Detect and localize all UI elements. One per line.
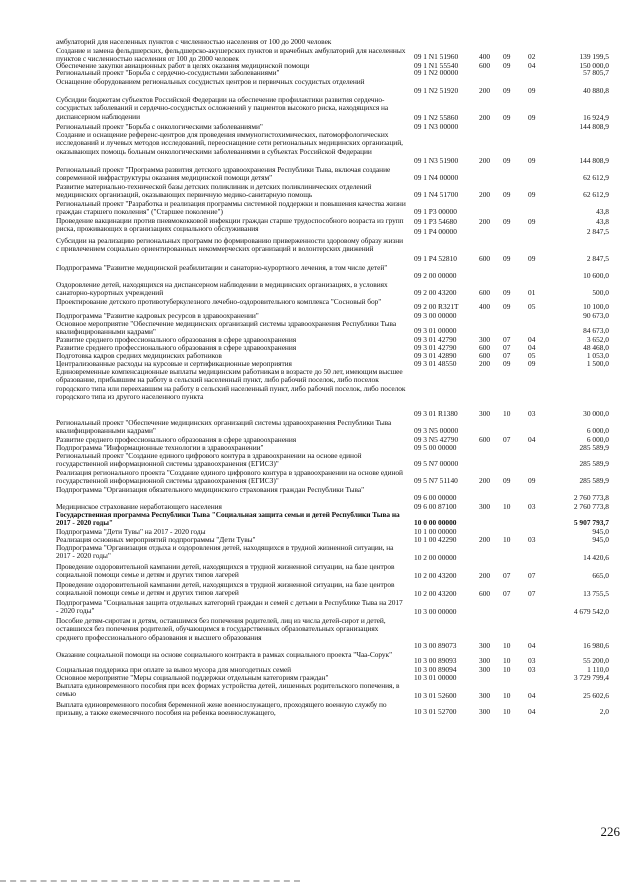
row-amount: 43,8 xyxy=(596,217,609,226)
row-target-code: 09 2 00 43200 xyxy=(414,288,457,297)
row-expense-type: 300 xyxy=(479,665,491,674)
row-amount: 62 612,9 xyxy=(583,173,609,182)
row-amount: 40 880,8 xyxy=(583,86,609,95)
row-amount: 665,0 xyxy=(592,571,609,580)
row-subsection: 09 xyxy=(528,476,536,485)
row-description: Региональный проект "Обеспечение медицинских организаций системы здравоохранения Республики Тыва квалифицированными кадрами" xyxy=(56,418,392,436)
row-description: Региональный проект "Разработка и реализация программы системной поддержки и повышения качества жизни граждан старшего поколения" ("Старшее поколение") xyxy=(56,199,406,217)
row-target-code: 09 3 01 42790 xyxy=(414,343,457,352)
row-expense-type: 200 xyxy=(479,113,491,122)
row-description: Оздоровление детей, находящихся на диспансерном наблюдении в медицинских организациях, в условиях санаторно-курортных учреждений xyxy=(56,280,388,298)
row-amount: 285 589,9 xyxy=(579,443,609,452)
row-subsection: 07 xyxy=(528,571,536,580)
row-amount: 6 000,0 xyxy=(586,426,609,435)
row-target-code: 09 3 00 00000 xyxy=(414,311,457,320)
row-amount: 150 000,0 xyxy=(579,61,609,70)
row-description: Создание и оснащение референс-центров для проведения иммуногистохимических, патоморфологических исследований и лучевых методов исследований, переоснащение сети региональных медицинских организаций, оказывающих помощь больным онкологическими заболеваниями в субъектах Российской Федерации xyxy=(56,130,403,156)
row-amount: 2 847,5 xyxy=(586,254,609,263)
row-amount: 6 000,0 xyxy=(586,435,609,444)
row-amount: 16 924,9 xyxy=(583,113,609,122)
row-section: 07 xyxy=(503,571,511,580)
row-description: Развитие среднего профессионального образования в сфере здравоохранения xyxy=(56,435,297,444)
row-section: 09 xyxy=(503,52,511,61)
page-number: 226 xyxy=(600,824,620,839)
row-amount: 144 808,9 xyxy=(579,122,609,131)
row-target-code: 09 3 01 00000 xyxy=(414,326,457,335)
row-description: Проведение вакцинации против пневмококковой инфекции граждан старше трудоспособного возраста из групп риска, проживающих в организациях социального обслуживания xyxy=(56,216,404,234)
row-amount: 10 600,0 xyxy=(583,271,609,280)
row-amount: 945,0 xyxy=(592,527,609,536)
row-target-code: 09 5 N7 51140 xyxy=(414,476,458,485)
row-expense-type: 200 xyxy=(479,156,491,165)
row-subsection: 02 xyxy=(528,52,536,61)
row-expense-type: 200 xyxy=(479,535,491,544)
row-section: 07 xyxy=(503,335,511,344)
row-target-code: 09 2 00 R321T xyxy=(414,302,459,311)
row-description: Развитие материально-технической базы детских поликлиник и детских поликлинических отделений медицинских организаций, оказывающих первичную медико-санитарную помощь xyxy=(56,182,372,200)
row-description: Основное мероприятие "Меры социальной поддержки отдельным категориям граждан" xyxy=(56,673,329,682)
row-amount: 57 805,7 xyxy=(583,68,609,77)
row-description: Государственная программа Республики Тыва "Социальная защита семьи и детей Республики Тыва на 2017 - 2020 годы" xyxy=(56,510,400,528)
row-subsection: 04 xyxy=(528,641,536,650)
row-target-code: 10 2 00 43200 xyxy=(414,589,457,598)
row-description: Региональный проект "Программа развития детского здравоохранения Республики Тыва, включая создание современной инфраструктуры оказания медицинской помощи детям" xyxy=(56,165,391,183)
row-section: 10 xyxy=(503,656,511,665)
row-amount: 62 612,9 xyxy=(583,190,609,199)
row-description: Подпрограмма "Организация обязательного медицинского страхования граждан Республики Тыва" xyxy=(56,485,365,494)
row-amount: 25 602,6 xyxy=(583,691,609,700)
row-expense-type: 200 xyxy=(479,86,491,95)
row-subsection: 09 xyxy=(528,113,536,122)
row-section: 10 xyxy=(503,502,511,511)
row-target-code: 09 1 N2 55860 xyxy=(414,113,459,122)
row-expense-type: 300 xyxy=(479,691,491,700)
row-amount: 43,8 xyxy=(596,207,609,216)
row-description: Подпрограмма "Организация отдыха и оздоровления детей, находящихся в трудной жизненной ситуации, на 2017 - 2020 годы" xyxy=(56,543,394,561)
row-subsection: 04 xyxy=(528,435,536,444)
row-description: Основное мероприятие "Обеспечение медицинских организаций системы здравоохранения Республики Тыва квалифицированными кадрами" xyxy=(56,319,397,337)
row-expense-type: 300 xyxy=(479,409,491,418)
row-target-code: 09 1 N4 51700 xyxy=(414,190,459,199)
row-section: 10 xyxy=(503,665,511,674)
row-target-code: 09 3 01 42790 xyxy=(414,335,457,344)
row-description: Пособие детям-сиротам и детям, оставшимся без попечения родителей, лиц из числа детей-сирот и детей, оставшихся без попечения родителей, обучающимся в государственных образовательных организациях среднего профессионального образования и высшего образования xyxy=(56,616,386,642)
row-description: Проектирование детского противотуберкулезного лечебно-оздоровительного комплекса "Сосновый бор" xyxy=(56,297,382,306)
row-amount: 10 100,0 xyxy=(583,302,609,311)
row-description: Развитие среднего профессионального образования в сфере здравоохранения xyxy=(56,343,297,352)
row-description: Реализация регионального проекта "Создание единого цифрового контура в здравоохранении на основе единой государственной информационной системы здравоохранения (ЕГИСЗ)" xyxy=(56,468,403,486)
row-target-code: 10 3 01 52700 xyxy=(414,707,457,716)
row-target-code: 09 5 N7 00000 xyxy=(414,459,459,468)
row-subsection: 04 xyxy=(528,707,536,716)
row-target-code: 09 3 N5 42790 xyxy=(414,435,459,444)
row-amount: 30 000,0 xyxy=(583,409,609,418)
row-section: 07 xyxy=(503,435,511,444)
row-expense-type: 300 xyxy=(479,707,491,716)
row-description: Создание и замена фельдшерских, фельдшерско-акушерских пунктов и врачебных амбулаторий для населенных пунктов с численностью населения от 100 до 2000 человек xyxy=(56,46,406,64)
row-target-code: 09 3 N5 00000 xyxy=(414,426,459,435)
row-target-code: 09 1 N3 51900 xyxy=(414,156,459,165)
row-target-code: 10 3 00 89094 xyxy=(414,665,457,674)
row-subsection: 04 xyxy=(528,335,536,344)
row-expense-type: 200 xyxy=(479,359,491,368)
row-subsection: 09 xyxy=(528,156,536,165)
row-section: 09 xyxy=(503,476,511,485)
row-subsection: 07 xyxy=(528,589,536,598)
row-amount: 1 110,0 xyxy=(587,665,609,674)
row-amount: 144 808,9 xyxy=(579,156,609,165)
row-target-code: 09 1 P4 00000 xyxy=(414,227,457,236)
row-amount: 5 907 793,7 xyxy=(573,518,609,527)
row-description: Выплата единовременного пособия при всех формах устройства детей, лишенных родительского попечения, в семью xyxy=(56,681,400,699)
row-amount: 3 729 799,4 xyxy=(573,673,609,682)
row-subsection: 04 xyxy=(528,343,536,352)
row-subsection: 03 xyxy=(528,665,536,674)
row-description: Реализация основных мероприятий подпрограммы "Дети Тувы" xyxy=(56,535,256,544)
row-expense-type: 600 xyxy=(479,351,491,360)
row-amount: 16 980,6 xyxy=(583,641,609,650)
scan-edge-divider xyxy=(0,880,300,882)
row-target-code: 09 1 N1 51960 xyxy=(414,52,459,61)
row-target-code: 10 3 00 89073 xyxy=(414,641,457,650)
row-amount: 139 199,5 xyxy=(579,52,609,61)
row-section: 09 xyxy=(503,359,511,368)
row-subsection: 03 xyxy=(528,535,536,544)
row-expense-type: 600 xyxy=(479,343,491,352)
row-target-code: 09 1 P3 00000 xyxy=(414,207,457,216)
row-expense-type: 400 xyxy=(479,302,491,311)
row-expense-type: 200 xyxy=(479,217,491,226)
row-amount: 4 679 542,0 xyxy=(573,607,609,616)
row-expense-type: 400 xyxy=(479,52,491,61)
row-section: 07 xyxy=(503,351,511,360)
row-section: 09 xyxy=(503,217,511,226)
row-description: Централизованные расходы на курсовые и сертификационные мероприятия xyxy=(56,359,292,368)
row-subsection: 09 xyxy=(528,86,536,95)
row-subsection: 05 xyxy=(528,302,536,311)
row-section: 09 xyxy=(503,156,511,165)
row-description: амбулаторий для населенных пунктов с численностью населения от 100 до 2000 человек xyxy=(56,37,332,46)
row-amount: 48 468,0 xyxy=(583,343,609,352)
row-expense-type: 300 xyxy=(479,641,491,650)
row-section: 10 xyxy=(503,409,511,418)
row-section: 10 xyxy=(503,641,511,650)
row-target-code: 09 3 01 R1380 xyxy=(414,409,458,418)
row-description: Региональный проект "Создание единого цифрового контура в здравоохранении на основе единой государственной информационной системы здравоохранения (ЕГИСЗ)" xyxy=(56,451,362,469)
row-expense-type: 600 xyxy=(479,435,491,444)
row-section: 10 xyxy=(503,535,511,544)
row-section: 10 xyxy=(503,707,511,716)
row-subsection: 04 xyxy=(528,691,536,700)
row-target-code: 09 3 01 48550 xyxy=(414,359,457,368)
row-expense-type: 200 xyxy=(479,571,491,580)
row-description: Выплата единовременного пособия беременной жене военнослужащего, проходящего военную службу по призыву, а также ежемесячного пособия на ребенка военнослужащего, xyxy=(56,700,387,718)
row-subsection: 05 xyxy=(528,351,536,360)
row-amount: 90 673,0 xyxy=(583,311,609,320)
row-section: 09 xyxy=(503,86,511,95)
row-subsection: 03 xyxy=(528,409,536,418)
row-amount: 285 589,9 xyxy=(579,459,609,468)
row-target-code: 09 2 00 00000 xyxy=(414,271,457,280)
row-target-code: 09 1 P4 52810 xyxy=(414,254,457,263)
row-amount: 1 053,0 xyxy=(586,351,609,360)
row-expense-type: 600 xyxy=(479,254,491,263)
row-expense-type: 600 xyxy=(479,589,491,598)
row-target-code: 10 2 00 00000 xyxy=(414,553,457,562)
row-expense-type: 300 xyxy=(479,502,491,511)
row-target-code: 09 1 N2 00000 xyxy=(414,68,459,77)
row-expense-type: 600 xyxy=(479,61,491,70)
row-amount: 14 420,6 xyxy=(583,553,609,562)
row-section: 10 xyxy=(503,691,511,700)
row-target-code: 10 0 00 00000 xyxy=(414,518,457,527)
row-subsection: 04 xyxy=(528,61,536,70)
row-target-code: 09 1 P3 54680 xyxy=(414,217,457,226)
row-description: Проведение оздоровительной кампании детей, находящихся в трудной жизненной ситуации, на базе центров социальной помощи семье и детям и других типов лагерей xyxy=(56,580,395,598)
row-amount: 3 652,0 xyxy=(586,335,609,344)
row-target-code: 09 1 N4 00000 xyxy=(414,173,459,182)
row-target-code: 10 3 01 00000 xyxy=(414,673,457,682)
row-target-code: 10 3 00 00000 xyxy=(414,607,457,616)
row-section: 07 xyxy=(503,589,511,598)
row-target-code: 10 1 00 42290 xyxy=(414,535,457,544)
row-description: Субсидии на реализацию региональных программ по формированию приверженности здоровому образу жизни с привлечением социально ориентированных некоммерческих организаций и волонтерских движений xyxy=(56,236,404,254)
row-expense-type: 300 xyxy=(479,656,491,665)
row-subsection: 01 xyxy=(528,288,536,297)
row-description: Оказание социальной помощи на основе социального контракта в рамках социального проекта "Чаа-Сорук" xyxy=(56,650,393,659)
row-expense-type: 300 xyxy=(479,335,491,344)
row-description: Подпрограмма "Развитие медицинской реабилитации и санаторно-курортного лечения, в том числе детей" xyxy=(56,263,388,272)
row-amount: 1 500,0 xyxy=(586,359,609,368)
row-description: Подготовка кадров средних медицинских работников xyxy=(56,351,222,360)
row-amount: 13 755,5 xyxy=(583,589,609,598)
row-description: Региональный проект "Борьба с онкологическими заболеваниями" xyxy=(56,122,263,131)
row-target-code: 10 3 01 52600 xyxy=(414,691,457,700)
row-subsection: 09 xyxy=(528,217,536,226)
row-amount: 285 589,9 xyxy=(579,476,609,485)
row-amount: 2 847,5 xyxy=(586,227,609,236)
row-subsection: 09 xyxy=(528,190,536,199)
row-target-code: 10 3 00 89093 xyxy=(414,656,457,665)
row-section: 09 xyxy=(503,254,511,263)
row-section: 07 xyxy=(503,343,511,352)
row-amount: 2 760 773,8 xyxy=(573,502,609,511)
row-description: Региональный проект "Борьба с сердечно-сосудистыми заболеваниями" xyxy=(56,68,280,77)
row-description: Субсидии бюджетам субъектов Российской Федерации на обеспечение профилактики развития сердечно-сосудистых заболеваний и сердечно-сосудистых осложнений у пациентов высокого риска, находящихся на диспансерном наблюдении xyxy=(56,95,389,121)
row-description: Социальная поддержка при оплате за вывоз мусора для многодетных семей xyxy=(56,665,292,674)
row-description: Проведение оздоровительной кампании детей, находящихся в трудной жизненной ситуации, на базе центров социальной помощи семье и детям и других типов лагерей xyxy=(56,562,395,580)
row-amount: 945,0 xyxy=(592,535,609,544)
row-target-code: 09 6 00 00000 xyxy=(414,493,457,502)
row-target-code: 09 1 N2 51920 xyxy=(414,86,459,95)
row-amount: 500,0 xyxy=(592,288,609,297)
row-amount: 84 673,0 xyxy=(583,326,609,335)
row-description: Подпрограмма "Информационные технологии в здравоохранении" xyxy=(56,443,264,452)
row-description: Подпрограмма "Дети Тувы" на 2017 - 2020 годы xyxy=(56,527,206,536)
row-description: Развитие среднего профессионального образования в сфере здравоохранения xyxy=(56,335,297,344)
row-subsection: 03 xyxy=(528,502,536,511)
row-description: Подпрограмма "Развитие кадровых ресурсов в здравоохранении" xyxy=(56,311,259,320)
row-subsection: 09 xyxy=(528,359,536,368)
row-target-code: 09 6 00 87100 xyxy=(414,502,457,511)
row-description: Обеспечение закупки авиационных работ в целях оказания медицинской помощи xyxy=(56,61,310,70)
row-expense-type: 600 xyxy=(479,288,491,297)
row-subsection: 09 xyxy=(528,254,536,263)
row-section: 09 xyxy=(503,113,511,122)
row-section: 09 xyxy=(503,61,511,70)
row-section: 09 xyxy=(503,190,511,199)
row-description: Медицинское страхование неработающего населения xyxy=(56,502,222,511)
row-description: Оснащение оборудованием региональных сосудистых центров и первичных сосудистых отделений xyxy=(56,77,365,86)
row-target-code: 10 1 00 00000 xyxy=(414,527,457,536)
row-target-code: 09 1 N1 55540 xyxy=(414,61,459,70)
row-target-code: 09 1 N3 00000 xyxy=(414,122,459,131)
row-expense-type: 200 xyxy=(479,190,491,199)
row-target-code: 09 5 00 00000 xyxy=(414,443,457,452)
row-expense-type: 200 xyxy=(479,476,491,485)
row-section: 09 xyxy=(503,288,511,297)
row-amount: 55 200,0 xyxy=(583,656,609,665)
row-amount: 2 760 773,8 xyxy=(573,493,609,502)
row-target-code: 09 3 01 42890 xyxy=(414,351,457,360)
row-amount: 2,0 xyxy=(599,707,609,716)
row-description: Подпрограмма "Социальная защита отдельных категорий граждан и семей с детьми в Республике Тыва на 2017 - 2020 годы" xyxy=(56,598,403,616)
row-subsection: 03 xyxy=(528,656,536,665)
row-description: Единовременные компенсационные выплаты медицинским работникам в возрасте до 50 лет, имеющим высшее образование, прибывшим на работу в сельский населенный пункт, либо рабочий поселок, либо поселок городского типа или переехавшим на работу в сельский населенный пункт, либо рабочий поселок, либо поселок городского типа из другого населенного пункта xyxy=(56,367,406,402)
row-section: 09 xyxy=(503,302,511,311)
row-target-code: 10 2 00 43200 xyxy=(414,571,457,580)
